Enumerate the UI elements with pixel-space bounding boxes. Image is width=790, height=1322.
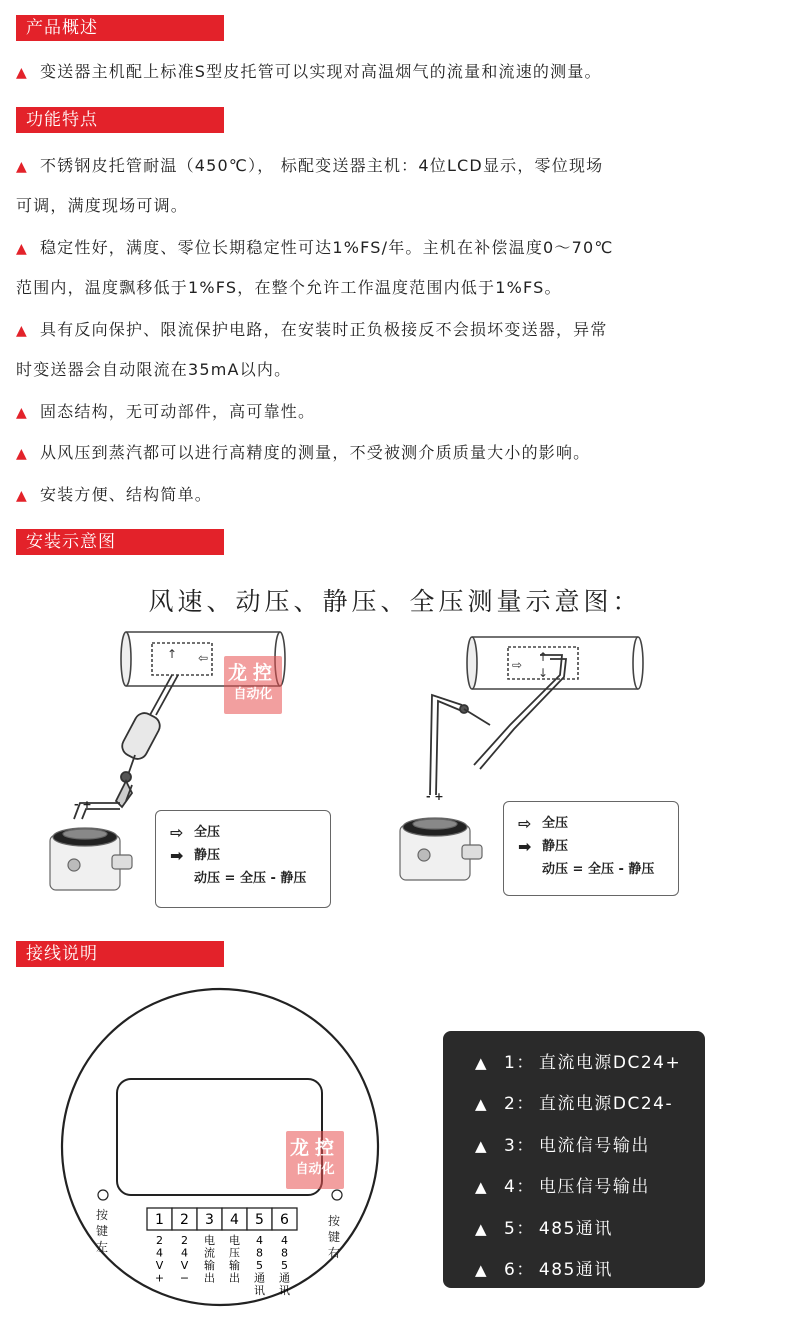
overview-paragraph [16,62,774,83]
svg-text:↑: ↑ [167,647,178,661]
wiring-item: ▲ 1： 直流电源DC24+ [475,1053,682,1073]
terminal-label: 4 [181,1246,188,1260]
hollow-arrow-icon: ⇨ [518,814,532,833]
key-left-label: 按 [96,1208,109,1222]
section-header-wiring: 接线说明 [16,941,224,967]
terminal-label: − [179,1271,190,1285]
terminal-number: 3 [205,1212,214,1228]
bullet-triangle-icon: ▲ [475,1178,489,1197]
feature-text: 具有反向保护、限流保护电路，在安装时正负极接反不会损坏变送器，异常 [39,320,608,339]
wiring-item: ▲ 3： 电流信号输出 [475,1135,650,1156]
feature-text: 固态结构，无可动部件，高可靠性。 [39,402,316,421]
terminal-label: 讯 [279,1284,290,1297]
feature-text: 不锈钢皮托管耐温（450℃）， 标配变送器主机：4位LCD显示，零位现场 [39,156,604,175]
bullet-triangle-icon: ▲ [16,159,28,175]
transmitter-unit [50,828,132,890]
terminal-label: 通 [254,1271,265,1285]
terminal-label: 电 [204,1234,215,1247]
svg-text:左: 左 [96,1240,109,1254]
svg-text:键: 键 [96,1224,109,1238]
feature-text: 从风压到蒸汽都可以进行高精度的测量，不受被测介质质量大小的影响。 [39,443,591,462]
svg-text:⇨: ⇨ [512,658,523,672]
terminal-label: 出 [229,1271,240,1285]
solid-arrow-icon: ➡ [518,837,532,856]
transmitter-unit [400,818,482,880]
bullet-triangle-icon: ▲ [16,241,28,257]
wiring-item: ▲ 4： 电压信号输出 [475,1177,650,1198]
wiring-item: ▲ 5： 485通讯 [475,1218,613,1239]
solid-arrow-icon: ➡ [170,846,184,865]
feature-text-continued: 时变送器会自动限流在35mA以内。 [16,360,292,379]
diagram-title: 风速、动压、静压、全压测量示意图： [148,587,642,616]
terminal-label: 8 [256,1246,263,1260]
terminal-number: 4 [230,1212,239,1228]
terminal-label: 压 [229,1246,240,1260]
bullet-triangle-icon: ▲ [16,488,28,504]
bullet-triangle-icon: ▲ [475,1260,489,1279]
feature-item [16,485,774,506]
bullet-triangle-icon: ▲ [16,446,28,462]
bullet-triangle-icon: ▲ [475,1054,489,1072]
terminal-label: 4 [256,1234,263,1247]
feature-text: 安装方便、结构简单。 [39,485,212,504]
feature-item [16,320,774,341]
terminal-label: 4 [281,1234,288,1247]
terminal-label: 流 [204,1246,215,1260]
feature-item [16,402,774,423]
svg-text:右: 右 [328,1246,341,1260]
feature-item [16,443,774,464]
watermark-stamp: 龙控 自动化 [224,656,282,714]
pole-label: - + [74,798,92,811]
terminal-label: + [154,1271,165,1285]
svg-text:键: 键 [328,1230,341,1244]
legend-box-right [503,801,679,896]
legend-formula: 动压 = 全压 - 静压 [194,871,307,886]
section-header-features: 功能特点 [16,107,224,133]
terminal-label: 输 [204,1259,215,1272]
legend-static-label: 静压 [194,848,221,863]
bullet-triangle-icon: ▲ [475,1136,489,1155]
terminal-label: 通 [279,1271,290,1285]
terminal-label: 输 [229,1259,240,1272]
key-right-label: 按 [328,1214,341,1228]
bullet-triangle-icon: ▲ [16,405,28,421]
legend-total-label: 全压 [542,816,569,831]
legend-static-label: 静压 [542,839,569,854]
feature-item [16,156,774,177]
feature-text-continued: 可调，满度现场可调。 [16,196,189,215]
wiring-item: ▲ 2： 直流电源DC24- [475,1094,674,1115]
terminal-label: 讯 [254,1284,265,1297]
feature-item [16,238,774,259]
terminal-board-diagram [55,975,395,1315]
terminal-label: 出 [204,1271,215,1285]
terminal-number: 6 [280,1212,289,1228]
svg-text:↓: ↓ [538,666,549,680]
svg-text:↑: ↑ [538,650,549,664]
terminal-label: 4 [156,1246,163,1260]
bullet-triangle-icon: ▲ [16,323,28,339]
terminal-number: 2 [180,1212,189,1228]
watermark-stamp: 龙控 自动化 [286,1131,344,1189]
legend-formula: 动压 = 全压 - 静压 [542,862,655,877]
legend-box-left [155,810,331,908]
section-header-install: 安装示意图 [16,529,224,555]
terminal-label: 2 [156,1234,163,1247]
bullet-triangle-icon: ▲ [16,65,28,81]
terminal-number: 1 [155,1212,164,1228]
terminal-number: 5 [255,1212,264,1228]
terminal-label: 8 [281,1246,288,1260]
wiring-legend-panel [443,1031,705,1288]
wiring-item: ▲ 6： 485通讯 [475,1259,613,1280]
feature-text-continued: 范围内，温度飘移低于1%FS，在整个允许工作温度范围内低于1%FS。 [16,278,562,297]
hollow-arrow-icon: ⇨ [170,823,184,842]
terminal-label: 5 [281,1259,288,1272]
terminal-label: V [180,1259,189,1272]
legend-total-label: 全压 [194,825,221,840]
terminal-label: 5 [256,1259,263,1272]
feature-text: 稳定性好，满度、零位长期稳定性可达1%FS/年。主机在补偿温度0～70℃ [39,238,614,257]
terminal-label: V [155,1259,164,1272]
overview-text: 变送器主机配上标准S型皮托管可以实现对高温烟气的流量和流速的测量。 [39,62,602,81]
pole-label: - + [426,790,444,803]
bullet-triangle-icon: ▲ [475,1219,489,1238]
svg-text:⇦: ⇦ [198,651,209,665]
terminal-label: 电 [229,1234,240,1247]
section-header-overview: 产品概述 [16,15,224,41]
bullet-triangle-icon: ▲ [475,1095,489,1114]
terminal-label: 2 [181,1234,188,1247]
